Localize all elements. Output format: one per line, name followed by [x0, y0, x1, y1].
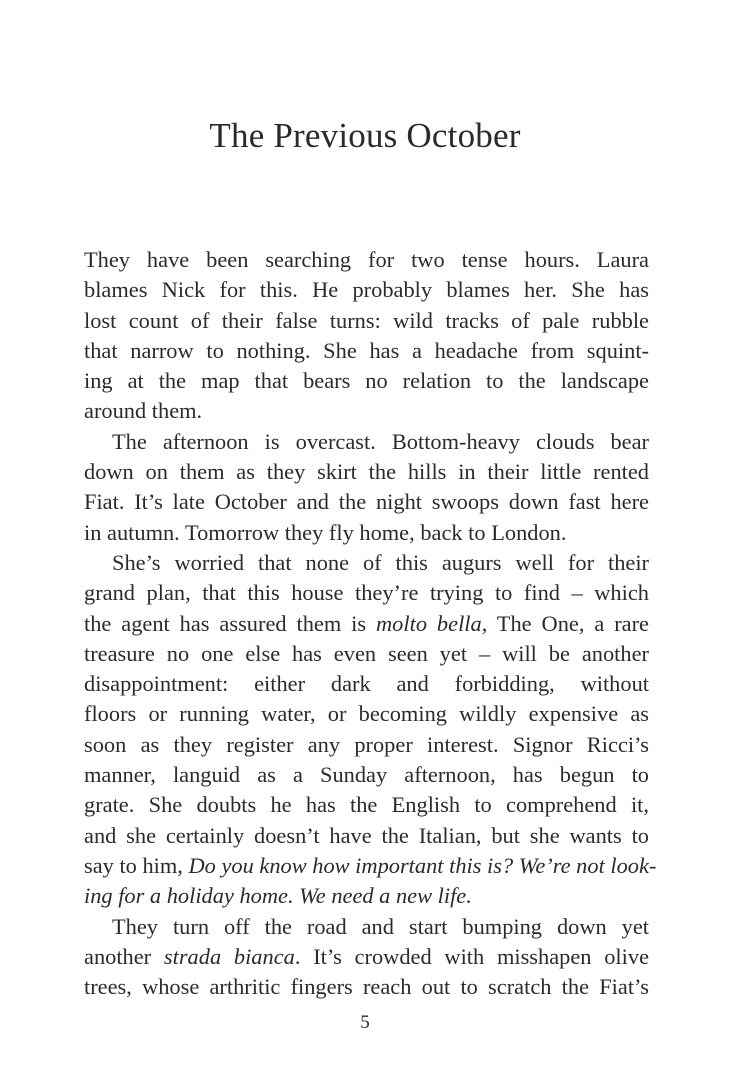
- text-line: [84, 912, 649, 942]
- text-line: [84, 578, 649, 608]
- text-run: grand plan, that this house they’re trying to find – which: [84, 580, 649, 606]
- text-run: soon as they register any proper interest. Signor Ricci’s: [84, 731, 649, 757]
- text-line: [84, 669, 649, 699]
- text-line: [84, 609, 649, 639]
- text-run: around them.: [84, 398, 203, 424]
- text-line: [84, 306, 649, 336]
- text-line: [84, 881, 649, 911]
- body-text: [84, 245, 657, 1002]
- text-run: floors or running water, or becoming wildly expensive as: [84, 701, 649, 727]
- text-run: Fiat. It’s late October and the night swoops down fast here: [84, 489, 649, 515]
- paragraph: [84, 427, 649, 548]
- text-line: [84, 427, 649, 457]
- text-line: [84, 336, 649, 366]
- text-run: the agent has assured them is: [84, 610, 377, 636]
- text-line: [84, 518, 649, 548]
- text-run: lost count of their false turns: wild tracks of pale rubble: [84, 307, 649, 333]
- chapter-title: The Previous October: [209, 116, 521, 155]
- text-line: [84, 396, 649, 426]
- text-run: manner, languid as a Sunday afternoon, has begun to: [84, 762, 649, 788]
- text-run: disappointment: either dark and forbidding, without: [84, 671, 649, 697]
- text-run: another: [84, 943, 164, 969]
- text-line: [84, 639, 649, 669]
- italic-text: strada bianca: [163, 943, 295, 969]
- text-run: say to him,: [84, 852, 189, 878]
- text-run: . It’s crowded with misshapen olive: [294, 943, 650, 969]
- text-run: , The One, a rare: [481, 610, 649, 636]
- text-line: [84, 972, 649, 1002]
- text-run: trees, whose arthritic fingers reach out to scratch the Fiat’s: [84, 974, 649, 1000]
- text-run: She’s worried that none of this augurs well for their: [112, 549, 649, 575]
- italic-text: molto bella: [376, 610, 482, 636]
- text-run: down on them as they skirt the hills in their little rented: [84, 459, 649, 485]
- text-line: [84, 790, 649, 820]
- text-line: [84, 487, 649, 517]
- italic-text: ing for a holiday home. We need a new life.: [84, 883, 472, 909]
- text-line: [84, 245, 649, 275]
- text-line: [84, 760, 649, 790]
- text-run: treasure no one else has even seen yet – will be another: [84, 640, 649, 666]
- paragraph: [84, 912, 649, 1003]
- text-run: The afternoon is overcast. Bottom-heavy clouds bear: [112, 428, 649, 454]
- text-line: [84, 366, 649, 396]
- text-run: They have been searching for two tense hours. Laura: [84, 247, 649, 272]
- text-line: [84, 730, 649, 760]
- text-line: [84, 821, 649, 851]
- text-run: grate. She doubts he has the English to comprehend it,: [84, 792, 649, 818]
- text-run: that narrow to nothing. She has a headache from squint-: [84, 337, 649, 363]
- text-line: [84, 942, 649, 972]
- italic-text: Do you know how important this is? We’re not look-: [188, 852, 657, 878]
- text-line: [84, 548, 649, 578]
- paragraph: [84, 548, 657, 912]
- page-number: 5: [360, 1012, 370, 1033]
- text-run: and she certainly doesn’t have the Italian, but she wants to: [84, 822, 649, 848]
- text-line: [84, 457, 649, 487]
- text-run: ing at the map that bears no relation to the landscape: [84, 368, 649, 394]
- text-line: [84, 851, 657, 881]
- text-run: They turn off the road and start bumping down yet: [112, 913, 649, 939]
- text-line: [84, 275, 649, 305]
- text-line: [84, 699, 649, 729]
- text-run: in autumn. Tomorrow they fly home, back to London.: [84, 519, 567, 545]
- text-run: blames Nick for this. He probably blames her. She has: [84, 277, 649, 303]
- paragraph: [84, 245, 649, 427]
